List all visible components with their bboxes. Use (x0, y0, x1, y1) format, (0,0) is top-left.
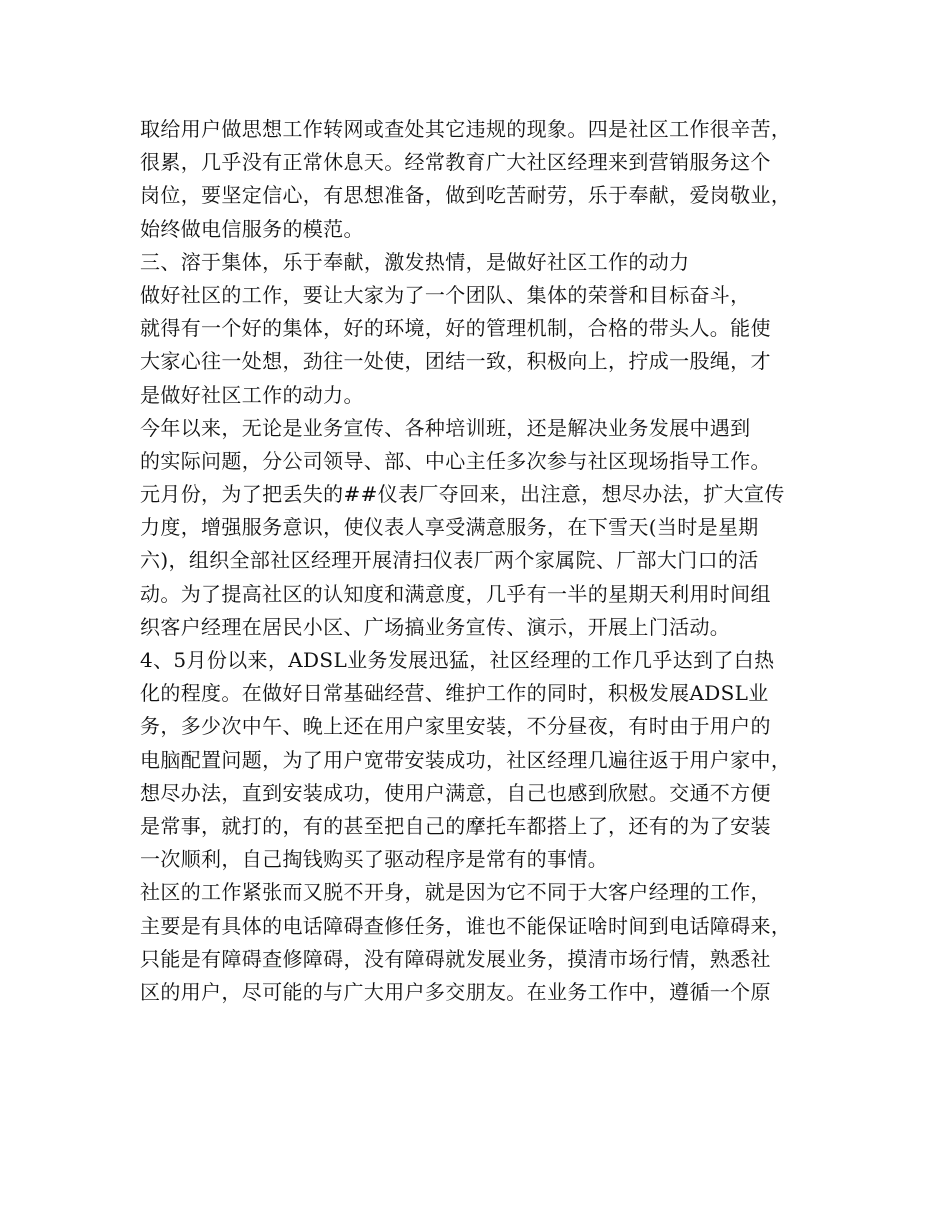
text-line: 只能是有障碍查修障碍，没有障碍就发展业务，摸清市场行情，熟悉社 (140, 946, 771, 971)
text-line: 主要是有具体的电话障碍查修任务，谁也不能保证啥时间到电话障碍来， (140, 913, 792, 938)
text-line: 区的用户，尽可能的与广大用户多交朋友。在业务工作中，遵循一个原 (140, 979, 771, 1004)
text-line: 想尽办法，直到安装成功，使用户满意，自己也感到欣慰。交通不方便 (140, 780, 771, 805)
text-line: 取给用户做思想工作转网或查处其它违规的现象。四是社区工作很辛苦， (140, 117, 792, 141)
text-line: 元月份，为了把丢失的##仪表厂夺回来，出注意，想尽办法，扩大宣传 (140, 482, 785, 507)
text-line: 化的程度。在做好日常基础经营、维护工作的同时，积极发展ADSL业 (140, 681, 769, 706)
text-line: 一次顺利，自己掏钱购买了驱动程序是常有的事情。 (140, 847, 609, 872)
text-line: 电脑配置问题，为了用户宽带安装成功，社区经理几遍往返于用户家中， (140, 747, 792, 772)
text-line: 动。为了提高社区的认知度和满意度，几乎有一半的星期天利用时间组 (140, 581, 771, 606)
text-line: 六)，组织全部社区经理开展清扫仪表厂两个家属院、厂部大门口的活 (140, 548, 759, 573)
text-line: 织客户经理在居民小区、广场搞业务宣传、演示，开展上门活动。 (140, 614, 731, 639)
section-heading: 三、溶于集体，乐于奉献，激发热情，是做好社区工作的动力 (140, 249, 690, 274)
text-line: 是常事，就打的，有的甚至把自己的摩托车都搭上了，还有的为了安装 (140, 813, 771, 838)
document-body (140, 113, 824, 1009)
text-line: 做好社区的工作，要让大家为了一个团队、集体的荣誉和目标奋斗， (140, 282, 751, 307)
text-line: 很累，几乎没有正常休息天。经常教育广大社区经理来到营销服务这个 (140, 150, 771, 175)
text-line: 社区的工作紧张而又脱不开身，就是因为它不同于大客户经理的工作， (140, 880, 771, 905)
text-line: 岗位，要坚定信心，有思想准备，做到吃苦耐劳，乐于奉献，爱岗敬业， (140, 183, 792, 208)
text-line: 务，多少次中午、晚上还在用户家里安装，不分昼夜，有时由于用户的 (140, 714, 771, 739)
text-line: 4、5月份以来，ADSL业务发展迅猛，社区经理的工作几乎达到了白热 (140, 648, 775, 672)
text-line: 的实际问题，分公司领导、部、中心主任多次参与社区现场指导工作。 (140, 448, 771, 473)
text-line: 是做好社区工作的动力。 (140, 382, 364, 407)
text-line: 大家心往一处想，劲往一处使，团结一致，积极向上，拧成一股绳，才 (140, 349, 771, 374)
text-line: 今年以来，无论是业务宣传、各种培训班，还是解决业务发展中遇到 (140, 415, 751, 440)
text-line: 就得有一个好的集体，好的环境，好的管理机制，合格的带头人。能使 (140, 316, 771, 341)
text-line: 始终做电信服务的模范。 (140, 216, 364, 241)
text-line: 力度，增强服务意识，使仪表人享受满意服务，在下雪天(当时是星期 (140, 515, 759, 540)
